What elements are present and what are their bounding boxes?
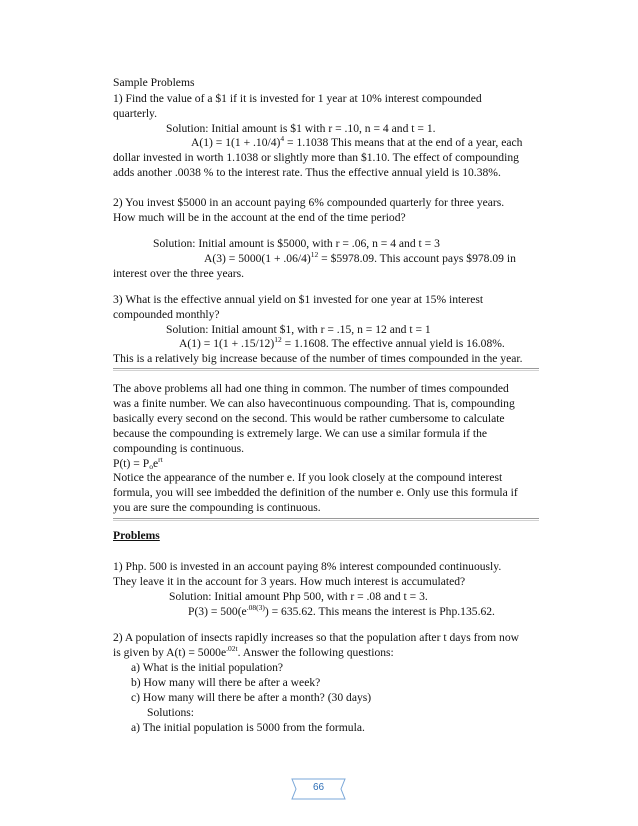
section-title-sample-problems: Sample Problems xyxy=(113,76,195,89)
continuous-formula: $P(t) = P_oe^{rt}$ xyxy=(113,455,163,471)
problem-1-explanation-line-1: dollar invested in worth 1.1038 or slightly more than $1.10. The effect of compounding xyxy=(113,151,519,164)
exercise-2-solution-a: a) The initial population is 5000 from the formula. xyxy=(131,721,365,734)
section-divider-2 xyxy=(113,518,539,519)
exercise-2-question-line-2: is given by $A(t) = 5000e^{.02t}$. Answer the following questions: xyxy=(113,644,394,659)
exercise-2-solutions-label: Solutions: xyxy=(147,706,195,719)
problem-1-question-line-2: quarterly. xyxy=(113,107,157,120)
problem-3-solution: Solution: Initial amount $1, with r = .15, n = 12 and t = 1 xyxy=(166,323,431,336)
continuous-text-line-3: basically every second on the second. This would be rather cumbersome to calculate xyxy=(113,412,505,425)
exercise-1-question-line-1: 1) Php. 500 is invested in an account paying 8% interest compounded continuously. xyxy=(113,560,502,573)
problem-2-solution: Solution: Initial amount is $5000, with r = .06, n = 4 and t = 3 xyxy=(153,237,440,250)
page-number-badge xyxy=(291,776,346,802)
problem-2-explanation: interest over the three years. xyxy=(113,267,245,280)
problem-3-question-line-1: 3) What is the effective annual yield on $1 invested for one year at 15% interest xyxy=(113,293,484,306)
exercise-1-answer: $P(3) = 500(e^{.08(3)}) = 635.62$. This means the interest is Php.135.62. xyxy=(188,603,495,618)
problem-1-explanation-line-2: adds another .0038 % to the interest rate. Thus the effective annual yield is 10.38%. xyxy=(113,166,501,179)
section-divider-shadow xyxy=(113,370,539,371)
problem-1-question-line-1: 1) Find the value of a $1 if it is invested for 1 year at 10% interest compounded xyxy=(113,92,482,105)
continuous-text-line-5: compounding is continuous. xyxy=(113,442,245,455)
continuous-text-line-4: because the compounding is extremely large. We can use a similar formula if the xyxy=(113,427,488,440)
exercise-2-question-a: a) What is the initial population? xyxy=(131,661,284,674)
problem-1-answer: $A(1) = 1(1 + .10/4)^4 = 1.1038$ This means that at the end of a year, each xyxy=(191,134,523,149)
continuous-text-line-1: The above problems all had one thing in common. The number of times compounded xyxy=(113,382,509,395)
continuous-text-line-8: formula, you will see imbedded the definition of the number e. Only use this formula if xyxy=(113,486,518,499)
exercise-2-question-b: b) How many will there be after a week? xyxy=(131,676,321,689)
problem-2-question-line-1: 2) You invest $5000 in an account paying 6% compounded quarterly for three years. xyxy=(113,196,505,209)
continuous-text-line-9: you are sure the compounding is continuous. xyxy=(113,501,321,514)
problem-2-question-line-2: How much will be in the account at the end of the time period? xyxy=(113,211,406,224)
problems-heading: Problems xyxy=(113,529,160,542)
exercise-2-question-c: c) How many will there be after a month? (30 days) xyxy=(131,691,372,704)
continuous-text-line-2: was a finite number. We can also havecontinuous compounding. That is, compounding xyxy=(113,397,515,410)
section-divider-2-shadow xyxy=(113,520,539,521)
problem-3-explanation: This is a relatively big increase because of the number of times compounded in the year. xyxy=(113,352,523,365)
page-number: 66 xyxy=(312,782,325,793)
section-divider xyxy=(113,368,539,369)
exercise-1-question-line-2: They leave it in the account for 3 years. How much interest is accumulated? xyxy=(113,575,466,588)
problem-1-solution: Solution: Initial amount is $1 with r = .10, n = 4 and t = 1. xyxy=(166,122,436,135)
exercise-1-solution: Solution: Initial amount Php 500, with r = .08 and t = 3. xyxy=(169,590,428,603)
problem-3-answer: $A(1) = 1(1 + .15/12)^{12} = 1.1608$. The effective annual yield is 16.08%. xyxy=(179,335,505,350)
problem-2-answer: $A(3) = 5000(1 + .06/4)^{12}$ = $5978.09. This account pays $978.09 in xyxy=(204,250,516,265)
exercise-2-question-line-1: 2) A population of insects rapidly increases so that the population after t days from now xyxy=(113,631,520,644)
continuous-text-line-7: Notice the appearance of the number e. If you look closely at the compound interest xyxy=(113,471,503,484)
problem-3-question-line-2: compounded monthly? xyxy=(113,308,220,321)
